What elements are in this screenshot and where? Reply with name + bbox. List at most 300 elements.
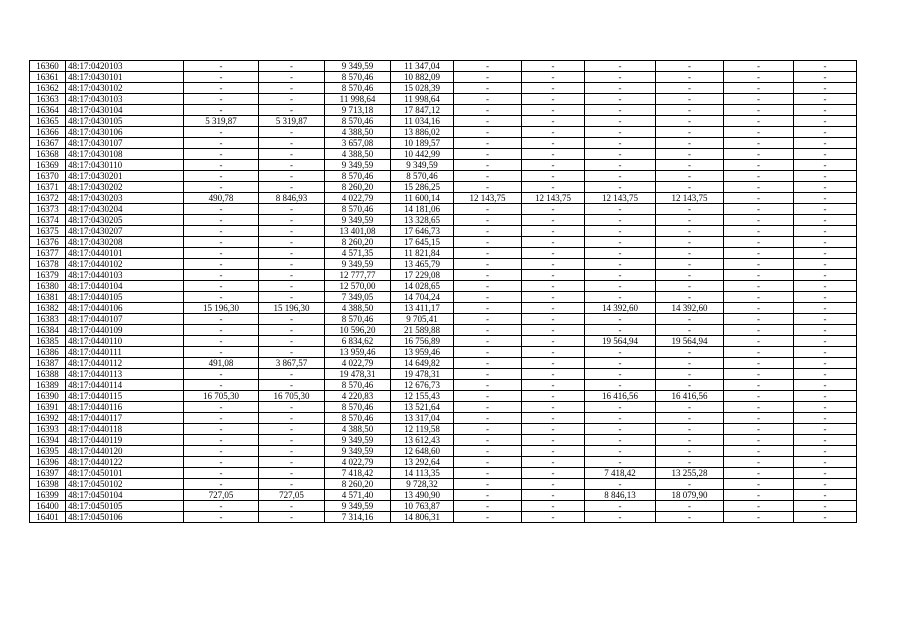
- table-cell: -: [259, 424, 325, 435]
- table-cell: -: [585, 479, 656, 490]
- table-cell: -: [656, 314, 724, 325]
- table-cell: -: [656, 83, 724, 94]
- table-cell: -: [656, 457, 724, 468]
- table-cell: -: [656, 369, 724, 380]
- table-cell: -: [585, 72, 656, 83]
- table-row: [30, 72, 857, 83]
- table-cell: 727,05: [184, 490, 259, 501]
- table-cell: -: [656, 116, 724, 127]
- table-cell: 16392: [30, 413, 66, 424]
- table-cell: 11 347,04: [391, 61, 454, 72]
- table-cell: 11 998,64: [325, 94, 391, 105]
- table-cell: -: [454, 303, 522, 314]
- table-cell: 48:17:0440117: [66, 413, 184, 424]
- table-cell: 16 705,30: [184, 391, 259, 402]
- table-cell: 16 705,30: [259, 391, 325, 402]
- table-cell: -: [794, 237, 857, 248]
- table-cell: 13 886,02: [391, 127, 454, 138]
- table-cell: -: [656, 358, 724, 369]
- table-cell: 8 570,46: [325, 380, 391, 391]
- table-cell: 16 416,56: [656, 391, 724, 402]
- table-cell: 16378: [30, 259, 66, 270]
- table-cell: 48:17:0450104: [66, 490, 184, 501]
- table-cell: -: [259, 204, 325, 215]
- table-cell: -: [585, 204, 656, 215]
- table-cell: -: [794, 380, 857, 391]
- table-cell: 48:17:0450101: [66, 468, 184, 479]
- table-cell: -: [184, 281, 259, 292]
- table-cell: 7 349,05: [325, 292, 391, 303]
- table-cell: 48:17:0440102: [66, 259, 184, 270]
- table-cell: 16389: [30, 380, 66, 391]
- table-cell: 16375: [30, 226, 66, 237]
- table-cell: 8 570,46: [325, 116, 391, 127]
- table-cell: -: [454, 402, 522, 413]
- table-cell: 16383: [30, 314, 66, 325]
- table-row: [30, 314, 857, 325]
- table-cell: -: [184, 468, 259, 479]
- table-cell: -: [585, 369, 656, 380]
- table-cell: -: [454, 413, 522, 424]
- table-cell: -: [184, 413, 259, 424]
- table-cell: 16400: [30, 501, 66, 512]
- table-cell: 8 846,13: [585, 490, 656, 501]
- table-cell: 48:17:0430203: [66, 193, 184, 204]
- table-cell: -: [585, 435, 656, 446]
- table-cell: 4 388,50: [325, 149, 391, 160]
- table-cell: 16370: [30, 171, 66, 182]
- table-cell: 8 570,46: [325, 83, 391, 94]
- table-cell: -: [184, 215, 259, 226]
- table-cell: -: [454, 116, 522, 127]
- table-cell: 9 705,41: [391, 314, 454, 325]
- table-cell: -: [454, 160, 522, 171]
- table-cell: 17 645,15: [391, 237, 454, 248]
- table-cell: -: [522, 347, 585, 358]
- table-cell: -: [724, 435, 794, 446]
- table-cell: -: [522, 435, 585, 446]
- table-cell: -: [656, 292, 724, 303]
- table-cell: 16371: [30, 182, 66, 193]
- table-cell: 19 564,94: [656, 336, 724, 347]
- table-cell: 9 728,32: [391, 479, 454, 490]
- table-cell: 10 596,20: [325, 325, 391, 336]
- table-cell: 14 113,35: [391, 468, 454, 479]
- table-cell: 8 570,46: [325, 413, 391, 424]
- table-cell: 16398: [30, 479, 66, 490]
- table-cell: -: [184, 61, 259, 72]
- table-cell: 727,05: [259, 490, 325, 501]
- table-cell: -: [794, 446, 857, 457]
- table-cell: -: [794, 314, 857, 325]
- table-cell: -: [794, 138, 857, 149]
- table-cell: -: [454, 270, 522, 281]
- table-cell: -: [585, 413, 656, 424]
- table-cell: 5 319,87: [184, 116, 259, 127]
- table-cell: -: [656, 380, 724, 391]
- table-cell: -: [656, 72, 724, 83]
- table-cell: 21 589,88: [391, 325, 454, 336]
- table-cell: 16397: [30, 468, 66, 479]
- table-cell: -: [794, 512, 857, 523]
- table-cell: 8 570,46: [325, 171, 391, 182]
- table-row: [30, 105, 857, 116]
- table-cell: -: [454, 61, 522, 72]
- table-cell: 12 143,75: [522, 193, 585, 204]
- table-cell: -: [656, 512, 724, 523]
- table-cell: -: [522, 446, 585, 457]
- table-cell: -: [794, 413, 857, 424]
- table-cell: 12 155,43: [391, 391, 454, 402]
- table-cell: 48:17:0430205: [66, 215, 184, 226]
- table-cell: -: [585, 358, 656, 369]
- table-cell: 12 143,75: [585, 193, 656, 204]
- table-cell: 48:17:0440119: [66, 435, 184, 446]
- table-cell: -: [522, 226, 585, 237]
- table-cell: -: [522, 270, 585, 281]
- table-cell: -: [585, 149, 656, 160]
- table-cell: 16361: [30, 72, 66, 83]
- table-cell: 48:17:0430101: [66, 72, 184, 83]
- table-cell: -: [522, 160, 585, 171]
- table-cell: 48:17:0430208: [66, 237, 184, 248]
- table-cell: 13 401,08: [325, 226, 391, 237]
- table-cell: 16386: [30, 347, 66, 358]
- table-row: [30, 248, 857, 259]
- table-cell: 11 034,16: [391, 116, 454, 127]
- table-cell: -: [454, 479, 522, 490]
- table-cell: -: [656, 259, 724, 270]
- table-cell: 13 959,46: [391, 347, 454, 358]
- table-row: [30, 138, 857, 149]
- table-cell: -: [259, 259, 325, 270]
- table-cell: -: [522, 204, 585, 215]
- table-cell: -: [585, 446, 656, 457]
- table-cell: -: [522, 248, 585, 259]
- table-row: [30, 226, 857, 237]
- table-cell: -: [724, 116, 794, 127]
- table-cell: 16390: [30, 391, 66, 402]
- table-cell: -: [454, 83, 522, 94]
- table-cell: -: [585, 61, 656, 72]
- table-cell: 7 418,42: [585, 468, 656, 479]
- table-cell: 16363: [30, 94, 66, 105]
- data-table: [29, 60, 857, 523]
- table-cell: -: [724, 204, 794, 215]
- table-cell: -: [724, 149, 794, 160]
- table-cell: -: [184, 94, 259, 105]
- table-cell: -: [259, 83, 325, 94]
- table-cell: -: [454, 215, 522, 226]
- table-cell: 16380: [30, 281, 66, 292]
- table-cell: 48:17:0430202: [66, 182, 184, 193]
- table-cell: -: [259, 402, 325, 413]
- table-cell: -: [522, 391, 585, 402]
- table-cell: 18 079,90: [656, 490, 724, 501]
- table-cell: 16384: [30, 325, 66, 336]
- table-cell: -: [585, 160, 656, 171]
- table-row: [30, 193, 857, 204]
- table-cell: 9 349,59: [325, 435, 391, 446]
- table-cell: -: [656, 248, 724, 259]
- table-cell: -: [184, 226, 259, 237]
- table-cell: -: [656, 138, 724, 149]
- table-row: [30, 171, 857, 182]
- table-cell: -: [724, 105, 794, 116]
- table-cell: -: [522, 259, 585, 270]
- table-row: [30, 380, 857, 391]
- table-cell: 14 028,65: [391, 281, 454, 292]
- table-cell: 10 189,57: [391, 138, 454, 149]
- table-cell: 12 676,73: [391, 380, 454, 391]
- table-cell: -: [184, 336, 259, 347]
- table-cell: -: [724, 215, 794, 226]
- table-cell: -: [656, 435, 724, 446]
- table-cell: -: [184, 501, 259, 512]
- table-row: [30, 424, 857, 435]
- table-cell: -: [522, 336, 585, 347]
- table-cell: -: [259, 347, 325, 358]
- table-cell: -: [794, 358, 857, 369]
- table-cell: 14 181,06: [391, 204, 454, 215]
- table-cell: -: [656, 424, 724, 435]
- table-cell: 48:17:0440105: [66, 292, 184, 303]
- table-cell: -: [585, 171, 656, 182]
- table-cell: -: [259, 314, 325, 325]
- table-cell: -: [656, 171, 724, 182]
- table-cell: -: [724, 292, 794, 303]
- table-row: [30, 468, 857, 479]
- table-cell: 4 388,50: [325, 303, 391, 314]
- table-cell: -: [794, 127, 857, 138]
- table-cell: -: [656, 347, 724, 358]
- table-cell: -: [724, 380, 794, 391]
- table-cell: -: [585, 512, 656, 523]
- table-cell: -: [724, 369, 794, 380]
- table-cell: -: [259, 248, 325, 259]
- table-cell: -: [259, 479, 325, 490]
- table-cell: -: [794, 336, 857, 347]
- table-cell: -: [724, 193, 794, 204]
- table-cell: -: [794, 116, 857, 127]
- table-cell: 48:17:0440115: [66, 391, 184, 402]
- table-cell: 16385: [30, 336, 66, 347]
- table-cell: -: [454, 380, 522, 391]
- table-cell: -: [724, 446, 794, 457]
- table-cell: -: [724, 248, 794, 259]
- table-cell: 12 570,00: [325, 281, 391, 292]
- table-cell: -: [724, 72, 794, 83]
- table-cell: -: [259, 171, 325, 182]
- table-cell: -: [656, 160, 724, 171]
- table-cell: 16391: [30, 402, 66, 413]
- table-cell: -: [259, 72, 325, 83]
- table-row: [30, 435, 857, 446]
- table-cell: 13 959,46: [325, 347, 391, 358]
- table-cell: -: [585, 292, 656, 303]
- table-cell: -: [585, 325, 656, 336]
- table-cell: 8 570,46: [325, 204, 391, 215]
- table-cell: -: [585, 215, 656, 226]
- table-cell: -: [454, 226, 522, 237]
- table-cell: 490,78: [184, 193, 259, 204]
- table-cell: -: [724, 402, 794, 413]
- table-cell: 19 478,31: [325, 369, 391, 380]
- table-cell: 48:17:0430104: [66, 105, 184, 116]
- table-cell: -: [184, 204, 259, 215]
- table-cell: 48:17:0440122: [66, 457, 184, 468]
- table-cell: -: [454, 237, 522, 248]
- table-cell: -: [585, 347, 656, 358]
- table-cell: 48:17:0430201: [66, 171, 184, 182]
- table-row: [30, 369, 857, 380]
- table-cell: 16366: [30, 127, 66, 138]
- table-row: [30, 446, 857, 457]
- table-cell: -: [585, 270, 656, 281]
- table-cell: -: [522, 61, 585, 72]
- table-row: [30, 402, 857, 413]
- table-cell: -: [724, 83, 794, 94]
- table-row: [30, 237, 857, 248]
- table-cell: -: [522, 490, 585, 501]
- table-row: [30, 127, 857, 138]
- table-row: [30, 83, 857, 94]
- table-cell: -: [724, 182, 794, 193]
- table-cell: -: [454, 138, 522, 149]
- table-cell: -: [184, 435, 259, 446]
- table-cell: -: [184, 380, 259, 391]
- table-row: [30, 501, 857, 512]
- table-cell: 13 292,64: [391, 457, 454, 468]
- table-cell: -: [656, 204, 724, 215]
- table-cell: 15 028,39: [391, 83, 454, 94]
- table-cell: -: [184, 314, 259, 325]
- table-cell: -: [259, 281, 325, 292]
- table-cell: -: [724, 270, 794, 281]
- table-cell: 7 418,42: [325, 468, 391, 479]
- table-cell: -: [259, 149, 325, 160]
- table-cell: -: [522, 281, 585, 292]
- table-cell: -: [724, 479, 794, 490]
- table-row: [30, 292, 857, 303]
- table-cell: -: [585, 314, 656, 325]
- table-cell: -: [794, 468, 857, 479]
- table-cell: -: [724, 391, 794, 402]
- table-cell: 15 196,30: [259, 303, 325, 314]
- table-cell: -: [724, 94, 794, 105]
- table-cell: -: [585, 83, 656, 94]
- table-cell: -: [522, 369, 585, 380]
- table-cell: 48:17:0430103: [66, 94, 184, 105]
- table-cell: -: [259, 94, 325, 105]
- table-cell: -: [794, 435, 857, 446]
- table-cell: 48:17:0420103: [66, 61, 184, 72]
- table-cell: -: [522, 171, 585, 182]
- table-cell: 3 657,08: [325, 138, 391, 149]
- table-cell: 13 490,90: [391, 490, 454, 501]
- table-cell: -: [184, 512, 259, 523]
- table-cell: -: [656, 325, 724, 336]
- table-cell: -: [259, 237, 325, 248]
- table-cell: -: [454, 391, 522, 402]
- table-cell: 48:17:0430105: [66, 116, 184, 127]
- table-cell: -: [184, 325, 259, 336]
- table-cell: -: [259, 325, 325, 336]
- table-cell: -: [585, 182, 656, 193]
- table-cell: 13 521,64: [391, 402, 454, 413]
- table-cell: -: [794, 270, 857, 281]
- table-cell: -: [184, 182, 259, 193]
- table-cell: -: [656, 149, 724, 160]
- table-cell: -: [585, 127, 656, 138]
- table-cell: -: [794, 171, 857, 182]
- table-cell: -: [794, 72, 857, 83]
- table-row: [30, 479, 857, 490]
- table-cell: -: [454, 490, 522, 501]
- table-cell: -: [259, 61, 325, 72]
- table-cell: -: [184, 237, 259, 248]
- table-cell: -: [259, 380, 325, 391]
- table-cell: -: [724, 512, 794, 523]
- table-cell: -: [794, 325, 857, 336]
- table-cell: -: [522, 457, 585, 468]
- table-cell: -: [724, 325, 794, 336]
- table-cell: -: [522, 501, 585, 512]
- table-cell: -: [656, 61, 724, 72]
- table-cell: -: [794, 193, 857, 204]
- table-cell: -: [794, 292, 857, 303]
- table-cell: -: [184, 402, 259, 413]
- table-cell: -: [585, 105, 656, 116]
- table-cell: -: [184, 259, 259, 270]
- table-cell: -: [454, 105, 522, 116]
- table-cell: -: [585, 226, 656, 237]
- table-cell: -: [522, 215, 585, 226]
- table-cell: -: [724, 138, 794, 149]
- table-cell: 16374: [30, 215, 66, 226]
- table-cell: -: [656, 413, 724, 424]
- table-cell: 11 600,14: [391, 193, 454, 204]
- table-cell: 16395: [30, 446, 66, 457]
- table-cell: 4 022,79: [325, 193, 391, 204]
- table-cell: 10 763,87: [391, 501, 454, 512]
- table-cell: -: [794, 490, 857, 501]
- table-cell: -: [585, 380, 656, 391]
- table-cell: 48:17:0450105: [66, 501, 184, 512]
- table-cell: 48:17:0430204: [66, 204, 184, 215]
- table-cell: -: [724, 61, 794, 72]
- table-cell: -: [522, 314, 585, 325]
- table-cell: -: [454, 457, 522, 468]
- table-row: [30, 325, 857, 336]
- table-cell: -: [184, 105, 259, 116]
- table-cell: 48:17:0440107: [66, 314, 184, 325]
- table-cell: -: [259, 501, 325, 512]
- table-row: [30, 336, 857, 347]
- table-cell: 8 260,20: [325, 237, 391, 248]
- table-cell: -: [184, 424, 259, 435]
- table-cell: -: [259, 336, 325, 347]
- table-cell: 9 349,59: [325, 61, 391, 72]
- table-cell: 14 649,82: [391, 358, 454, 369]
- table-cell: 5 319,87: [259, 116, 325, 127]
- table-cell: -: [656, 402, 724, 413]
- table-cell: 15 196,30: [184, 303, 259, 314]
- table-cell: -: [454, 281, 522, 292]
- table-cell: 4 022,79: [325, 457, 391, 468]
- table-cell: 6 834,62: [325, 336, 391, 347]
- table-cell: -: [656, 215, 724, 226]
